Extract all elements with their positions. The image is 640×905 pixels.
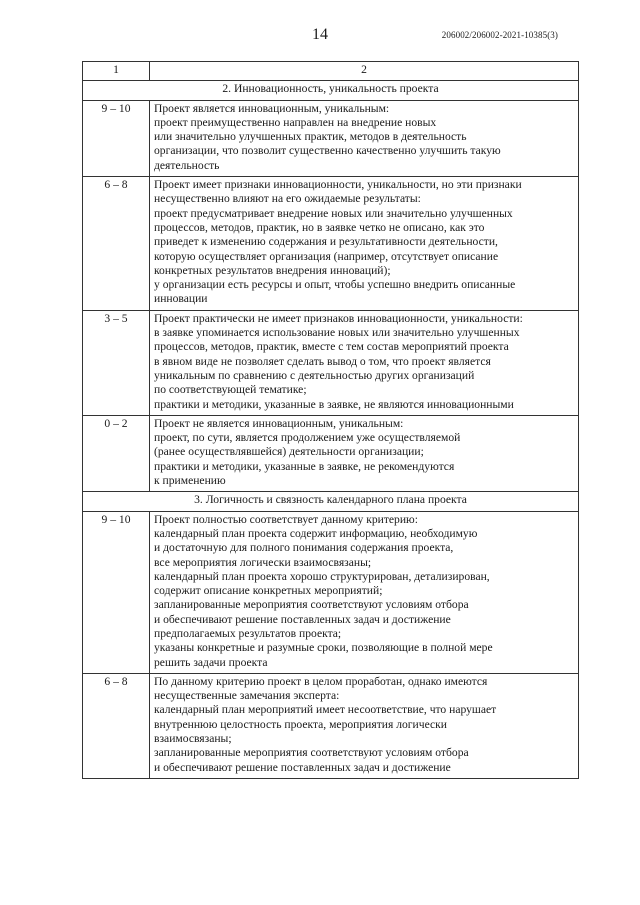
criterion-description xyxy=(150,511,579,673)
description-line: уникальным по сравнению с деятельностью других организаций xyxy=(154,368,475,382)
description-line: По данному критерию проект в целом проработан, однако имеются xyxy=(154,674,488,688)
description-line: по соответствующей тематике; xyxy=(154,383,307,397)
description-line: Проект не является инновационным, уникальным: xyxy=(154,416,404,430)
description-line: и обеспечивают решение поставленных задач и достижение xyxy=(154,760,451,774)
document-code: 206002/206002-2021-10385(3) xyxy=(441,30,558,40)
description-line: все мероприятия логически взаимосвязаны; xyxy=(154,555,372,569)
criterion-description xyxy=(150,673,579,778)
description-line: в явном виде не позволяет сделать вывод о том, что проект является xyxy=(154,354,491,368)
description-line: процессов, методов, практик, вместе с тем состав мероприятий проекта xyxy=(154,340,509,354)
score-range: 6 – 8 xyxy=(83,177,150,311)
description-line: приведет к изменению содержания и результативности деятельности, xyxy=(154,235,498,249)
description-line: календарный план мероприятий имеет несоответствие, что нарушает xyxy=(154,703,497,717)
criterion-description xyxy=(150,310,579,415)
description-line: взаимосвязаны; xyxy=(154,732,232,746)
criterion-description xyxy=(150,100,579,176)
description-line: практики и методики, указанные в заявке, не являются инновационными xyxy=(154,397,514,411)
section-title-calendar-plan: 3. Логичность и связность календарного плана проекта xyxy=(83,492,579,511)
table-row xyxy=(83,100,579,176)
description-line: которую осуществляет организация (например, отсутствует описание xyxy=(154,249,499,263)
description-line: или значительно улучшенных практик, методов в деятельность xyxy=(154,130,467,144)
description-line: Проект практически не имеет признаков инновационности, уникальности: xyxy=(154,311,523,325)
score-range: 0 – 2 xyxy=(83,415,150,491)
description-line: проект преимущественно направлен на внедрение новых xyxy=(154,115,437,129)
page-number: 14 xyxy=(312,26,328,43)
criterion-description xyxy=(150,177,579,311)
description-line: несущественно влияют на его ожидаемые результаты: xyxy=(154,192,421,206)
description-line: Проект имеет признаки инновационности, уникальности, но эти признаки xyxy=(154,178,522,192)
column-header-row xyxy=(83,62,579,81)
description-line: решить задачи проекта xyxy=(154,655,268,669)
score-range: 9 – 10 xyxy=(83,511,150,673)
table-row xyxy=(83,310,579,415)
description-line: запланированные мероприятия соответствуют условиям отбора xyxy=(154,746,469,760)
description-line: (ранее осуществлявшейся) деятельности организации; xyxy=(154,445,424,459)
description-line: несущественные замечания эксперта: xyxy=(154,689,340,703)
description-line: Проект является инновационным, уникальным: xyxy=(154,101,390,115)
description-line: внутреннюю целостность проекта, мероприятия логически xyxy=(154,717,448,731)
score-range: 9 – 10 xyxy=(83,100,150,176)
description-line: в заявке упоминается использование новых или значительно улучшенных xyxy=(154,326,520,340)
description-line: у организации есть ресурсы и опыт, чтобы успешно внедрить описанные xyxy=(154,278,516,292)
description-line: запланированные мероприятия соответствуют условиям отбора xyxy=(154,598,469,612)
description-line: предполагаемых результатов проекта; xyxy=(154,626,342,640)
score-range: 6 – 8 xyxy=(83,673,150,778)
description-line: деятельность xyxy=(154,158,220,172)
description-line: проект предусматривает внедрение новых или значительно улучшенных xyxy=(154,206,513,220)
description-line: календарный план проекта содержит информацию, необходимую xyxy=(154,526,478,540)
description-line: и обеспечивают решение поставленных задач и достижение xyxy=(154,612,451,626)
section-row xyxy=(83,492,579,511)
description-line: процессов, методов, практик, но в заявке четко не описано, как это xyxy=(154,220,485,234)
criteria-table xyxy=(82,61,579,779)
description-line: инновации xyxy=(154,292,208,306)
table-row xyxy=(83,673,579,778)
section-title-innovation: 2. Инновационность, уникальность проекта xyxy=(83,81,579,100)
description-line: содержит описание конкретных мероприятий; xyxy=(154,584,383,598)
description-line: и достаточную для полного понимания содержания проекта, xyxy=(154,541,454,555)
description-line: организации, что позволит существенно качественно улучшить такую xyxy=(154,144,501,158)
table-row xyxy=(83,177,579,311)
score-range: 3 – 5 xyxy=(83,310,150,415)
criterion-description xyxy=(150,415,579,491)
description-line: Проект полностью соответствует данному критерию: xyxy=(154,512,418,526)
table-row xyxy=(83,415,579,491)
table-row xyxy=(83,511,579,673)
description-line: календарный план проекта хорошо структурирован, детализирован, xyxy=(154,569,490,583)
column-header-score: 1 xyxy=(83,62,150,81)
description-line: практики и методики, указанные в заявке, не рекомендуются xyxy=(154,459,455,473)
column-header-description: 2 xyxy=(150,62,579,81)
description-line: проект, по сути, является продолжением уже осуществляемой xyxy=(154,431,461,445)
description-line: указаны конкретные и разумные сроки, позволяющие в полной мере xyxy=(154,641,493,655)
description-line: конкретных результатов внедрения инноваций); xyxy=(154,263,391,277)
section-row xyxy=(83,81,579,100)
description-line: к применению xyxy=(154,474,226,488)
